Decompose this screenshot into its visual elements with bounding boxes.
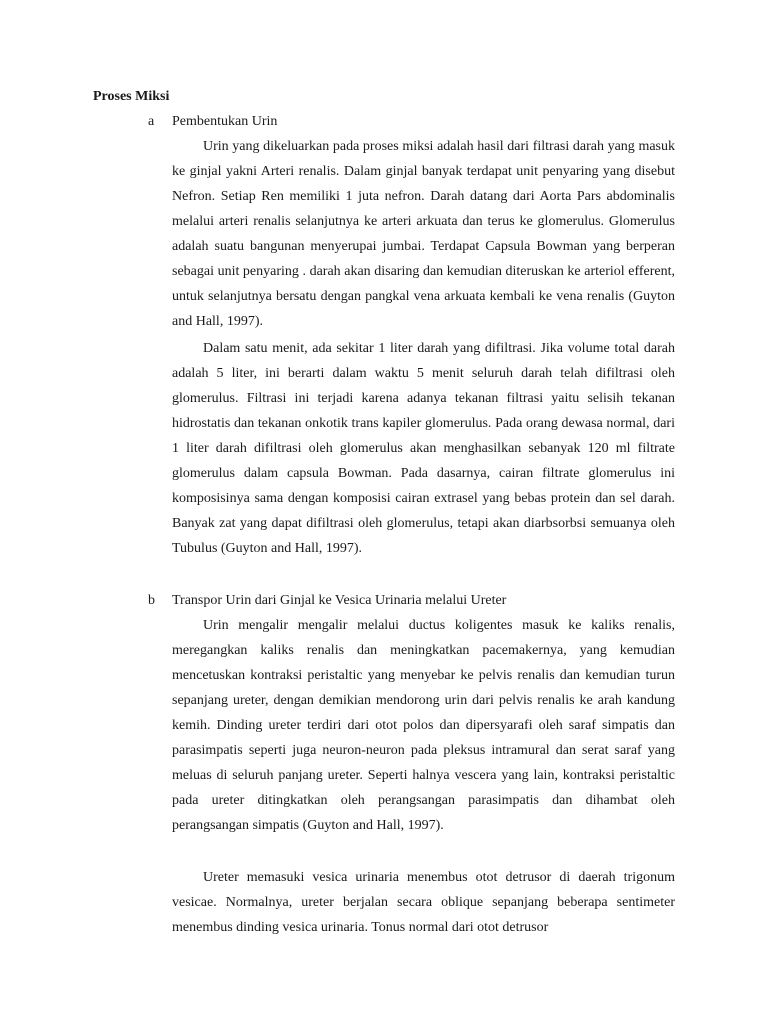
document-title: Proses Miksi: [93, 89, 170, 104]
section-marker: b: [148, 593, 155, 608]
section-heading-text: Pembentukan Urin: [172, 114, 278, 129]
section-marker: a: [148, 114, 155, 129]
paragraph: Ureter memasuki vesica urinaria menembus otot detrusor di daerah trigonum vesicae. Normalnya, ureter berjalan secara oblique sepanjang beberapa sentimeter menembus dinding vesica urinaria. Tonus normal dari otot detrusor: [172, 870, 675, 935]
paragraph: Urin yang dikeluarkan pada proses miksi adalah hasil dari filtrasi darah yang masuk ke ginjal yakni Arteri renalis. Dalam ginjal banyak terdapat unit penyaring yang disebut Nefron. Setiap Ren memiliki 1 juta nefron. Darah datang dari Aorta Pars abdominalis melalui arteri renalis selanjutnya ke arteri arkuata dan terus ke glomerulus. Glomerulus adalah suatu bangunan menyerupai jumbai. Terdapat Capsula Bowman yang berperan sebagai unit penyaring . darah akan disaring dan kemudian diteruskan ke arteriol efferent, untuk selanjutnya bersatu dengan pangkal vena arkuata kembali ke vena renalis (Guyton and Hall, 1997).: [172, 139, 675, 329]
paragraph: Urin mengalir mengalir melalui ductus koligentes masuk ke kaliks renalis, meregangkan kaliks renalis dan meningkatkan pacemakernya, yang kemudian mencetuskan kontraksi peristaltic yang menyebar ke pelvis renalis dan kemudian turun sepanjang ureter, dengan demikian mendorong urin dari pelvis renalis ke arah kandung kemih. Dinding ureter terdiri dari otot polos dan dipersyarafi oleh saraf simpatis dan parasimpatis seperti juga neuron-neuron pada pleksus intramural dan serat saraf yang meluas di seluruh panjang ureter. Seperti halnya vescera yang lain, kontraksi peristaltic pada ureter ditingkatkan oleh perangsangan parasimpatis dan dihambat oleh perangsangan simpatis (Guyton and Hall, 1997).: [172, 618, 675, 833]
section-heading-text: Transpor Urin dari Ginjal ke Vesica Urinaria melalui Ureter: [172, 593, 507, 608]
paragraph: Dalam satu menit, ada sekitar 1 liter darah yang difiltrasi. Jika volume total darah adalah 5 liter, ini berarti dalam waktu 5 menit seluruh darah telah difiltrasi oleh glomerulus. Filtrasi ini terjadi karena adanya tekanan filtrasi yaitu selisih tekanan hidrostatis dan tekanan onkotik trans kapiler glomerulus. Pada orang dewasa normal, dari 1 liter darah difiltrasi oleh glomerulus akan menghasilkan sebanyak 120 ml filtrate glomerulus dalam capsula Bowman. Pada dasarnya, cairan filtrate glomerulus ini komposisinya sama dengan komposisi cairan extrasel yang bebas protein dan sel darah. Banyak zat yang dapat difiltrasi oleh glomerulus, tetapi akan diarbsorbsi semuanya oleh Tubulus (Guyton and Hall, 1997).: [172, 341, 675, 556]
